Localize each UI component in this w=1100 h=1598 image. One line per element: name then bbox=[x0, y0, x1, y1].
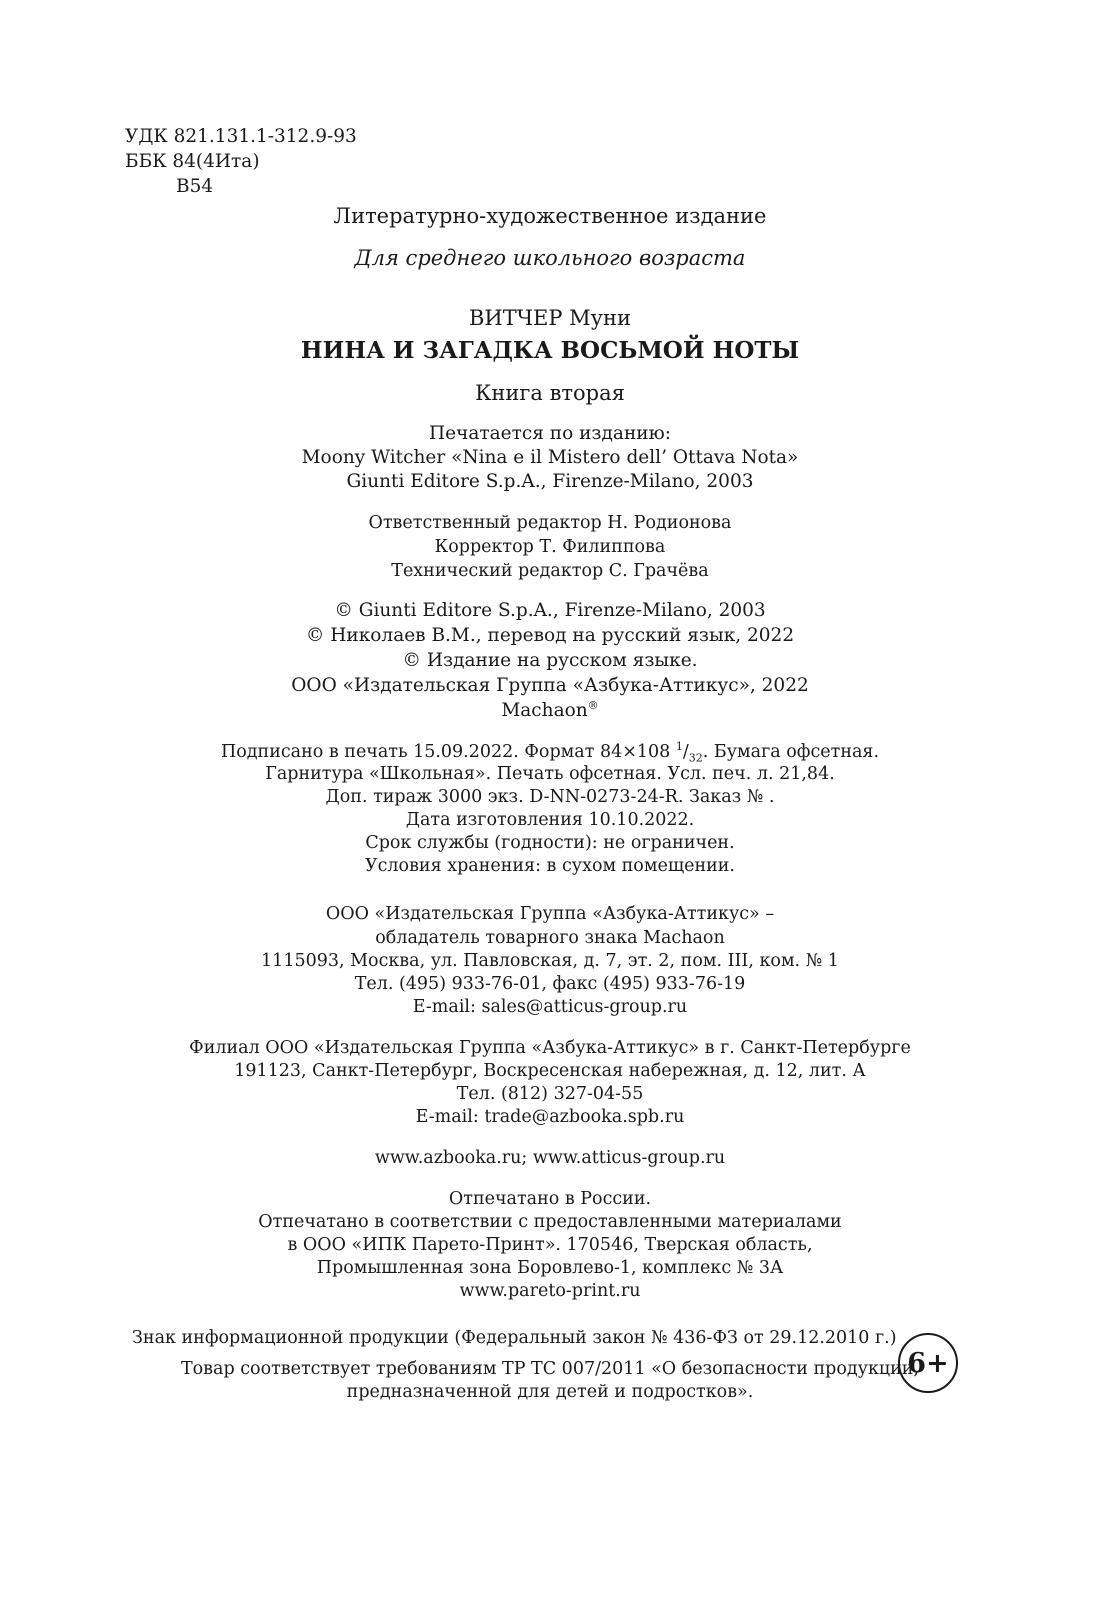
manufacture-date: Дата изготовления 10.10.2022. bbox=[405, 810, 695, 830]
branch-name: Филиал ООО «Издательская Группа «Азбука-Аттикус» в г. Санкт-Петербурге bbox=[189, 1038, 911, 1058]
proofreader: Корректор Т. Филиппова bbox=[434, 537, 666, 557]
printer-website: www.pareto-print.ru bbox=[459, 1281, 641, 1301]
trademark-owner: обладатель товарного знака Machaon bbox=[375, 928, 725, 948]
print-run-line: Доп. тираж 3000 экз. D-NN-0273-24-R. Заказ № . bbox=[325, 787, 775, 807]
copyright-original: © Giunti Editore S.p.A., Firenze-Milano, 2003 bbox=[334, 600, 766, 621]
printer-name: в ООО «ИПК Парето-Принт». 170546, Тверская область, bbox=[287, 1235, 813, 1255]
original-edition-label: Печатается по изданию: bbox=[429, 423, 671, 444]
publisher-phone: Тел. (495) 933-76-01, факс (495) 933-76-19 bbox=[354, 974, 746, 994]
printed-per-materials: Отпечатано в соответствии с предоставленными материалами bbox=[258, 1212, 842, 1232]
brand-name: Machaon bbox=[501, 700, 588, 722]
shelf-life: Срок службы (годности): не ограничен. bbox=[365, 833, 735, 853]
compliance-line-2: предназначенной для детей и подростков». bbox=[346, 1382, 754, 1402]
responsible-editor: Ответственный редактор Н. Родионова bbox=[368, 513, 732, 533]
print-signed-text: Подписано в печать 15.09.2022. Формат 84×108 bbox=[220, 741, 676, 762]
branch-email: E-mail: trade@azbooka.spb.ru bbox=[415, 1107, 685, 1127]
branch-address: 191123, Санкт-Петербург, Воскресенская набережная, д. 12, лит. А bbox=[234, 1061, 866, 1081]
technical-editor: Технический редактор С. Грачёва bbox=[391, 561, 709, 581]
age-group: Для среднего школьного возраста bbox=[354, 246, 746, 270]
copyright-russian-edition: © Издание на русском языке. bbox=[402, 650, 698, 671]
format-fraction-denominator: 32 bbox=[688, 751, 703, 765]
printed-in-russia: Отпечатано в России. bbox=[448, 1189, 652, 1209]
original-edition-title: Moony Witcher «Nina e il Mistero dell’ Ottava Nota» bbox=[301, 447, 799, 468]
typeface-line: Гарнитура «Школьная». Печать офсетная. Усл. печ. л. 21,84. bbox=[265, 764, 835, 784]
copyright-publisher: ООО «Издательская Группа «Азбука-Аттикус», 2022 bbox=[291, 675, 809, 696]
storage-conditions: Условия хранения: в сухом помещении. bbox=[364, 856, 735, 876]
book-number: Книга вторая bbox=[475, 381, 625, 405]
edition-type: Литературно-художественное издание bbox=[333, 204, 767, 228]
format-fraction-separator: / bbox=[682, 741, 689, 762]
bbk-code: ББК 84(4Ита) bbox=[125, 151, 260, 172]
registered-mark: ® bbox=[587, 699, 599, 712]
udk-code: УДК 821.131.1-312.9-93 bbox=[125, 126, 357, 147]
format-fraction-numerator: 1 bbox=[675, 740, 683, 753]
publisher-name: ООО «Издательская Группа «Азбука-Аттикус» – bbox=[325, 904, 775, 924]
book-title: НИНА И ЗАГАДКА ВОСЬМОЙ НОТЫ bbox=[300, 337, 800, 364]
publisher-email: E-mail: sales@atticus-group.ru bbox=[412, 997, 688, 1017]
info-product-sign: Знак информационной продукции (Федеральный закон № 436-ФЗ от 29.12.2010 г.) bbox=[132, 1328, 897, 1348]
websites: www.azbooka.ru; www.atticus-group.ru bbox=[374, 1148, 726, 1168]
paper-type: . Бумага офсетная. bbox=[702, 741, 880, 762]
print-signed-line bbox=[0, 740, 1100, 764]
age-rating-badge: 6+ bbox=[898, 1333, 958, 1393]
printer-address: Промышленная зона Боровлево-1, комплекс № 3А bbox=[316, 1258, 784, 1278]
original-edition-publisher: Giunti Editore S.p.A., Firenze-Milano, 2003 bbox=[346, 471, 754, 492]
branch-phone: Тел. (812) 327-04-55 bbox=[456, 1084, 644, 1104]
compliance-line-1: Товар соответствует требованиям ТР ТС 007/2011 «О безопасности продукции, bbox=[180, 1359, 920, 1379]
copyright-brand bbox=[0, 699, 1100, 721]
copyright-translation: © Николаев В.М., перевод на русский язык, 2022 bbox=[305, 625, 795, 646]
publisher-address: 1115093, Москва, ул. Павловская, д. 7, эт. 2, пом. III, ком. № 1 bbox=[261, 951, 839, 971]
author-mark: В54 bbox=[176, 176, 214, 197]
author-name: ВИТЧЕР Муни bbox=[469, 306, 631, 330]
